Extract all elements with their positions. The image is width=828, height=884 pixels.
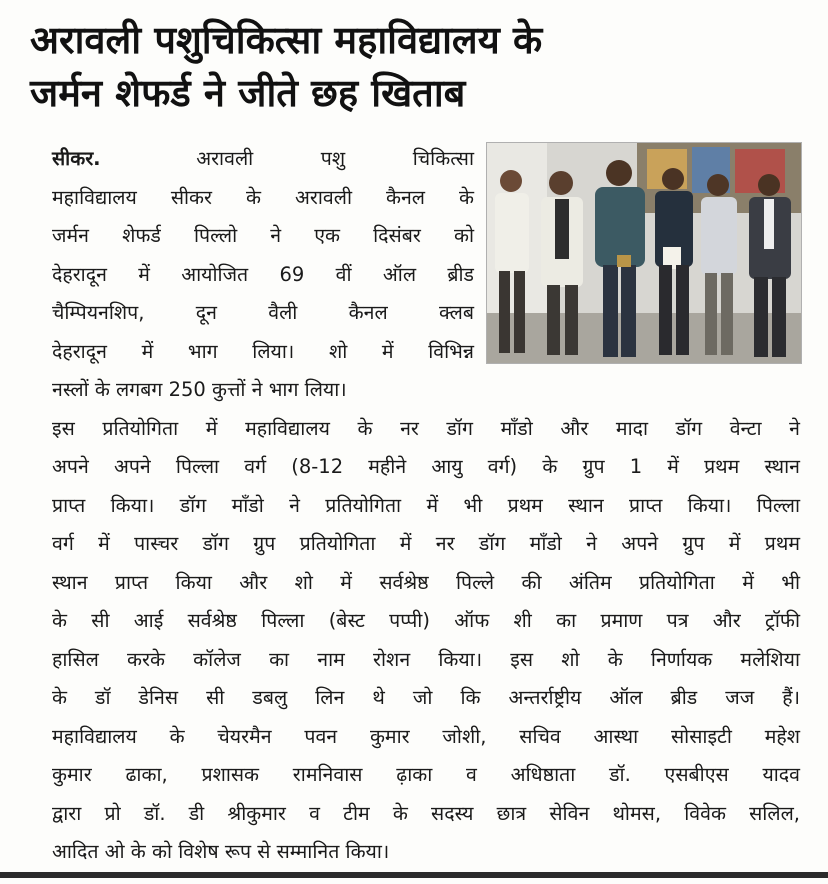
article-line-1 bbox=[52, 145, 474, 173]
article-line-14: हासिल करके कॉलेज का नाम रोशन किया। इस शो के निर्णायक मलेशिया bbox=[52, 648, 800, 671]
article-line-19: आदित ओ के को विशेष रूप से सम्मानित किया। bbox=[52, 840, 390, 863]
headline-line-1: अरावली पशुचिकित्सा महाविद्यालय के bbox=[30, 18, 543, 62]
article-line-12: स्थान प्राप्त किया और शो में सर्वश्रेष्ठ पिल्ले की अंतिम प्रतियोगिता में भी bbox=[52, 571, 800, 594]
article-line-6: देहरादून में भाग लिया। शो में विभिन्न bbox=[52, 340, 474, 363]
article-line-2: महाविद्यालय सीकर के अरावली कैनल के bbox=[52, 186, 474, 209]
article-line-13: के सी आई सर्वश्रेष्ठ पिल्ला (बेस्ट पप्पी) ऑफ शी का प्रमाण पत्र और ट्रॉफी bbox=[52, 609, 800, 632]
headline-line-2: जर्मन शेफर्ड ने जीते छह खिताब bbox=[30, 71, 466, 115]
dateline-place: सीकर. bbox=[52, 147, 101, 170]
bottom-divider bbox=[0, 872, 828, 878]
article-line-7: नस्लों के लगबग 250 कुत्तों ने भाग लिया। bbox=[52, 378, 347, 401]
article-line-16: महाविद्यालय के चेयरमैन पवन कुमार जोशी, सचिव आस्था सोसाइटी महेश bbox=[52, 725, 800, 748]
article-line-18: द्वारा प्रो डॉ. डी श्रीकुमार व टीम के सदस्य छात्र सेविन थोमस, विवेक सलिल, bbox=[52, 802, 800, 825]
article-line-17: कुमार ढाका, प्रशासक रामनिवास ढ़ाका व अधिष्ठाता डॉ. एसबीएस यादव bbox=[52, 763, 800, 786]
article-line-10: प्राप्त किया। डॉग मॉंडो ने प्रतियोगिता में भी प्रथम स्थान प्राप्त किया। पिल्ला bbox=[52, 494, 800, 517]
article-line-11: वर्ग में पास्चर डॉग ग्रुप प्रतियोगिता में नर डॉग मॉंडो ने अपने ग्रुप में प्रथम bbox=[52, 532, 800, 555]
article-line-5: चैम्पियनशिप, दून वैली कैनल क्लब bbox=[52, 301, 474, 324]
article-line-9: अपने अपने पिल्ला वर्ग (8-12 महीने आयु वर्ग) के ग्रुप 1 में प्रथम स्थान bbox=[52, 455, 800, 478]
article-line-8: इस प्रतियोगिता में महाविद्यालय के नर डॉग मॉंडो और मादा डॉग वेन्टा ने bbox=[52, 417, 800, 440]
article-line-1-text: अरावली पशु चिकित्सा bbox=[196, 147, 474, 170]
article-line-4: देहरादून में आयोजित 69 वीं ऑल ब्रीड bbox=[52, 263, 474, 286]
article-line-3: जर्मन शेफर्ड पिल्लो ने एक दिसंबर को bbox=[52, 224, 474, 247]
article-line-15: के डॉ डेनिस सी डबलु लिन थे जो कि अन्तर्राष्ट्रीय ऑल ब्रीड जज हैं। bbox=[52, 686, 800, 709]
